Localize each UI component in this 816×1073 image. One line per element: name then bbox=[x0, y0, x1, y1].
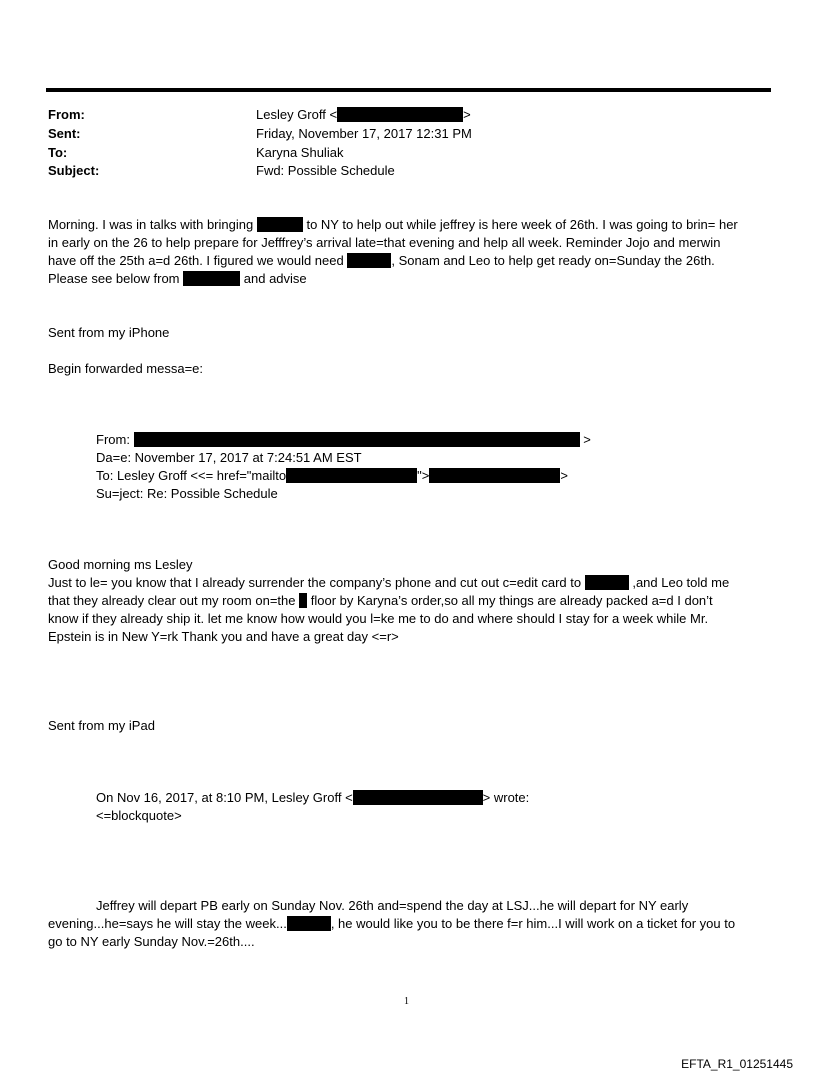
redaction-block bbox=[347, 253, 391, 268]
redaction-block bbox=[286, 468, 417, 483]
redaction-block bbox=[287, 916, 331, 931]
body-text: have off the 25th a=d 26th. I figured we would need bbox=[48, 253, 344, 268]
body-text: floor by Karyna’s order,so all my things are already packed a=d I don’t bbox=[310, 593, 713, 608]
fwd-to bbox=[96, 467, 568, 485]
body-text: , Sonam and Leo to help get ready on=Sunday the 26th. bbox=[391, 253, 715, 268]
fwd-from-label: From: bbox=[96, 432, 130, 447]
from-name: Lesley Groff < bbox=[256, 107, 338, 122]
fwd-to-close: > bbox=[560, 468, 568, 483]
signature-ipad: Sent from my iPad bbox=[48, 718, 155, 733]
fwd-from bbox=[96, 431, 591, 449]
body-text: ,and Leo told me bbox=[632, 575, 730, 590]
fwd-subject: Su=ject: Re: Possible Schedule bbox=[96, 486, 278, 501]
bates-number: EFTA_R1_01251445 bbox=[681, 1057, 793, 1071]
body-text: Just to le= you know that I already surrender the company’s phone and cut out c=edit card to bbox=[48, 575, 582, 590]
body-text: and advise bbox=[243, 271, 307, 286]
redaction-block bbox=[257, 217, 303, 232]
body-line bbox=[48, 592, 713, 610]
forward-intro: Begin forwarded messa=e: bbox=[48, 361, 204, 376]
redaction-block bbox=[429, 468, 560, 483]
redaction-block bbox=[183, 271, 240, 286]
quote-text: On Nov 16, 2017, at 8:10 PM, Lesley Groff < bbox=[96, 790, 353, 805]
body-line: Good morning ms Lesley bbox=[48, 557, 193, 572]
to-label: To: bbox=[48, 145, 68, 160]
body-text: that they already clear out my room on=the bbox=[48, 593, 296, 608]
fwd-to-text: "> bbox=[417, 468, 430, 483]
body-text: , he would like you to be there f=r him...I will work on a ticket for you to bbox=[330, 916, 736, 931]
redaction-block bbox=[299, 593, 307, 608]
fwd-date: Da=e: November 17, 2017 at 7:24:51 AM EST bbox=[96, 450, 362, 465]
subject-value: Fwd: Possible Schedule bbox=[256, 163, 395, 178]
signature-iphone: Sent from my iPhone bbox=[48, 325, 170, 340]
body-line: Epstein is in New Y=rk Thank you and have a great day <=r> bbox=[48, 629, 399, 644]
fwd-to-text: To: Lesley Groff <<= href="mailto bbox=[96, 468, 287, 483]
body-line: go to NY early Sunday Nov.=26th.... bbox=[48, 934, 255, 949]
quote-text: > wrote: bbox=[482, 790, 530, 805]
sent-label: Sent: bbox=[48, 126, 81, 141]
redaction-block bbox=[353, 790, 483, 805]
redaction-block bbox=[585, 575, 629, 590]
blockquote-tag: <=blockquote> bbox=[96, 808, 182, 823]
subject-label: Subject: bbox=[48, 163, 100, 178]
fwd-from-close: > bbox=[583, 432, 591, 447]
quote-attribution bbox=[96, 789, 529, 807]
body-line bbox=[48, 574, 729, 592]
body-text: to NY to help out while jeffrey is here week of 26th. I was going to brin= her bbox=[306, 217, 738, 232]
sent-value: Friday, November 17, 2017 12:31 PM bbox=[256, 126, 472, 141]
body-text: Morning. I was in talks with bringing bbox=[48, 217, 254, 232]
to-value: Karyna Shuliak bbox=[256, 145, 344, 160]
redaction-block bbox=[337, 107, 463, 122]
from-label: From: bbox=[48, 107, 85, 122]
from-value bbox=[256, 107, 471, 122]
from-close: > bbox=[463, 107, 471, 122]
body-line bbox=[48, 216, 738, 234]
body-text: evening...he=says he will stay the week... bbox=[48, 916, 287, 931]
body-line bbox=[48, 270, 307, 288]
body-line: Jeffrey will depart PB early on Sunday Nov. 26th and=spend the day at LSJ...he will depart for NY early bbox=[96, 898, 689, 913]
redaction-block bbox=[134, 432, 580, 447]
body-line: know if they already ship it. let me know how would you l=ke me to do and where should I stay for a week while Mr. bbox=[48, 611, 709, 626]
header-rule bbox=[46, 88, 771, 92]
page-number: 1 bbox=[404, 996, 409, 1007]
body-line: in early on the 26 to help prepare for Jefffrey’s arrival late=that evening and help all week. Reminder Jojo and merwin bbox=[48, 235, 721, 250]
body-text: Please see below from bbox=[48, 271, 180, 286]
body-line bbox=[48, 915, 735, 933]
body-line bbox=[48, 252, 715, 270]
